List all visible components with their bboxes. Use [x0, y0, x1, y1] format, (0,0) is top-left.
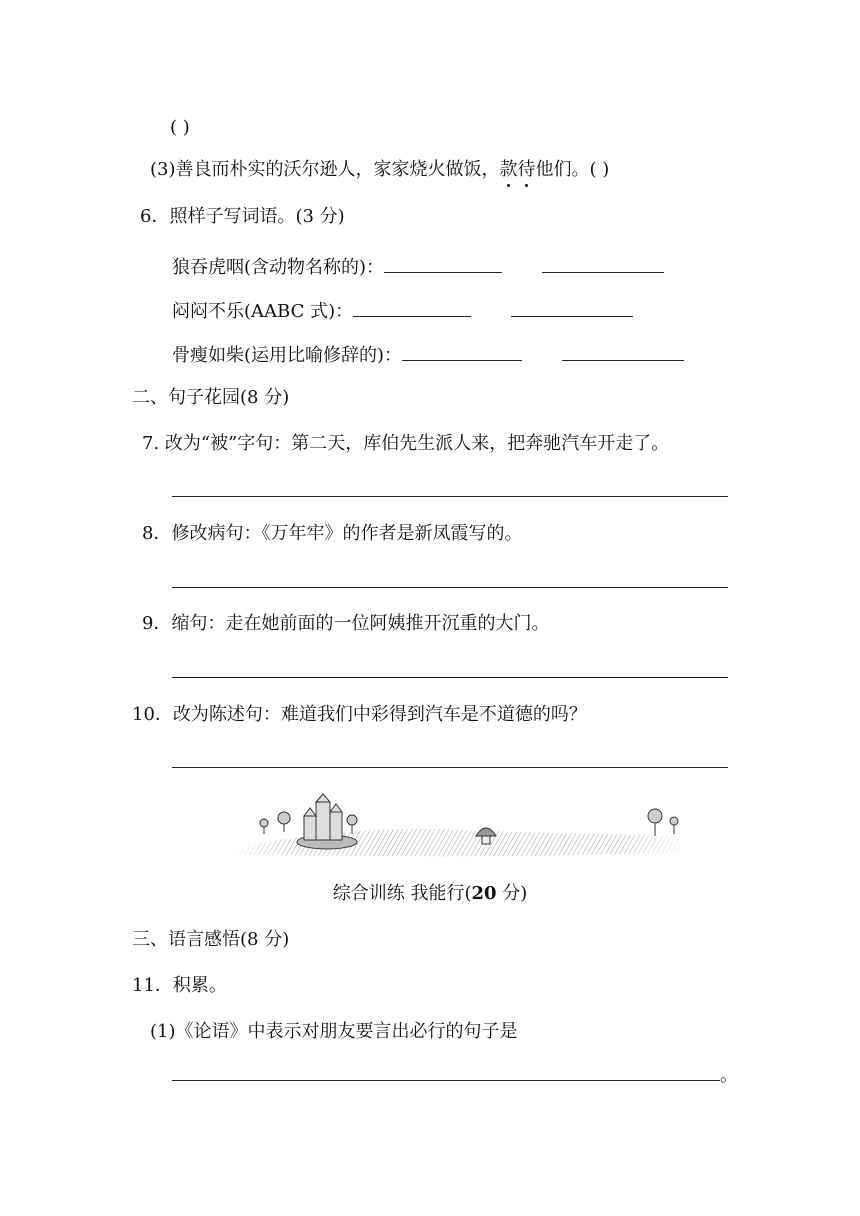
question-6-c [172, 342, 684, 368]
answer-paren-top: ( ) [170, 117, 190, 138]
question-6-a [172, 254, 664, 280]
question-3 [150, 158, 609, 182]
question-3-answer-paren: 他们。( ) [535, 159, 610, 180]
answer-line[interactable] [172, 496, 728, 497]
section-title-text: 综合训练 我能行( [332, 883, 472, 904]
emphasis-char-1: 款 [499, 159, 518, 180]
question-3-text: (3)善良而朴实的沃尔逊人，家家烧火做饭， [150, 159, 500, 180]
question-6-c-label: 骨瘦如柴(运用比喻修辞的)： [172, 345, 403, 366]
question-7: 7. 改为“被”字句：第二天，库伯先生派人来，把奔驰汽车开走了。 [142, 433, 670, 454]
decorative-landscape-illustration [222, 790, 692, 862]
question-11-1: (1)《论语》中表示对朋友要言出必行的句子是 [150, 1021, 518, 1042]
answer-line[interactable] [172, 587, 728, 588]
answer-blank[interactable] [511, 298, 633, 317]
section-title-score: 20 [471, 883, 497, 904]
question-11: 11．积累。 [132, 975, 227, 996]
answer-blank[interactable] [384, 254, 502, 273]
emphasis-char-2: 待 [517, 159, 536, 180]
question-6: 6．照样子写词语。(3 分) [140, 206, 345, 227]
answer-blank[interactable] [542, 254, 664, 273]
question-8: 8．修改病句：《万年牢》的作者是新凤霞写的。 [142, 523, 523, 544]
question-6-b [172, 298, 633, 324]
answer-line[interactable] [172, 767, 728, 768]
question-6-b-label: 闷闷不乐(AABC 式)： [172, 301, 354, 322]
answer-blank[interactable] [562, 342, 684, 361]
question-10: 10．改为陈述句：难道我们中彩得到汽车是不道德的吗？ [132, 704, 587, 725]
section-2-heading: 二、句子花园(8 分) [132, 387, 290, 408]
question-9: 9．缩句：走在她前面的一位阿姨推开沉重的大门。 [142, 613, 550, 634]
section-title [0, 882, 860, 906]
question-6-a-label: 狼吞虎咽(含动物名称的)： [172, 257, 385, 278]
answer-line[interactable] [172, 677, 728, 678]
section-title-unit: 分) [496, 883, 528, 904]
answer-blank[interactable] [353, 298, 471, 317]
section-3-heading: 三、语言感悟(8 分) [132, 929, 290, 950]
answer-blank[interactable] [402, 342, 522, 361]
answer-line[interactable] [172, 1080, 720, 1081]
answer-end-mark: 。 [720, 1065, 738, 1086]
